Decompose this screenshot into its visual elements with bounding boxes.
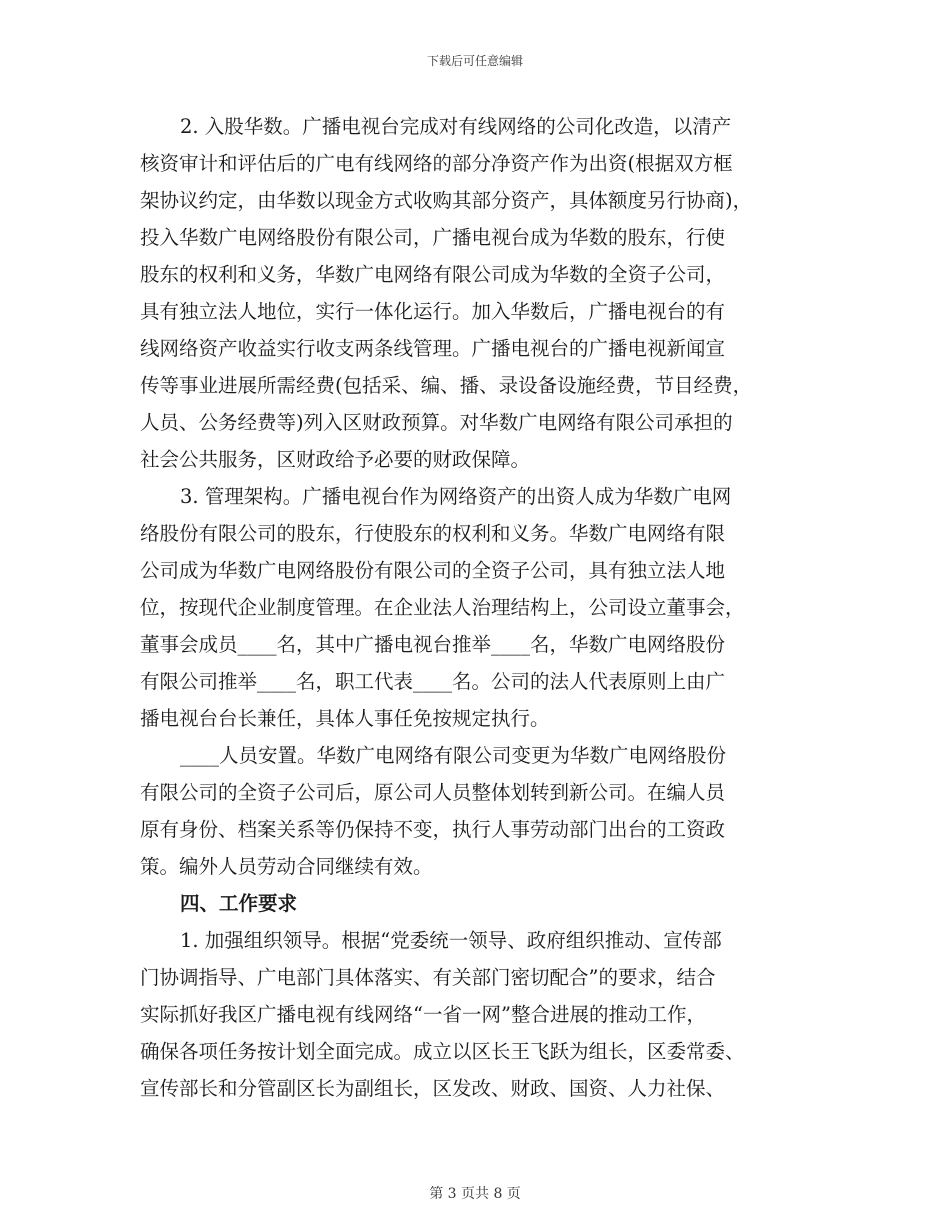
text-line: 位，按现代企业制度管理。在企业法人治理结构上，公司设立董事会， xyxy=(140,596,745,619)
text-line: 络股份有限公司的股东，行使股东的权利和义务。华数广电网络有限 xyxy=(140,522,726,545)
paragraph-leadership xyxy=(140,922,820,1107)
text-line: 人员、公务经费等)列入区财政预算。对华数广电网络有限公司承担的 xyxy=(140,411,733,434)
text-line: 原有身份、档案关系等仍保持不变，执行人事劳动部门出台的工资政 xyxy=(140,818,726,841)
section-heading-text: 四、工作要求 xyxy=(180,892,298,915)
text-line: 传等事业进展所需经费(包括采、编、播、录设备设施经费，节目经费， xyxy=(140,374,753,397)
text-line: 1. 加强组织领导。根据“党委统一领导、政府组织推动、宣传部 xyxy=(180,929,722,952)
text-line: 有限公司的全资子公司后，原公司人员整体划转到新公司。在编人员 xyxy=(140,781,726,804)
text-line: ____人员安置。华数广电网络有限公司变更为华数广电网络股份 xyxy=(180,744,727,767)
text-line: 策。编外人员劳动合同继续有效。 xyxy=(140,855,433,878)
text-line: 投入华数广电网络股份有限公司，广播电视台成为华数的股东，行使 xyxy=(140,226,726,249)
text-line: 门协调指导、广电部门具体落实、有关部门密切配合”的要求，结合 xyxy=(140,966,716,989)
section-heading xyxy=(140,885,820,922)
page-header: 下载后可任意编辑 xyxy=(426,54,523,68)
text-line: 宣传部长和分管副区长为副组长，区发改、财政、国资、人力社保、 xyxy=(140,1077,726,1100)
text-line: 2. 入股华数。广播电视台完成对有线网络的公司化改造，以清产 xyxy=(180,115,732,138)
paragraph-personnel xyxy=(140,737,820,885)
text-line: 播电视台台长兼任，具体人事任免按规定执行。 xyxy=(140,707,550,730)
text-line: 社会公共服务，区财政给予必要的财政保障。 xyxy=(140,448,531,471)
paragraph-management xyxy=(140,478,820,737)
text-line: 股东的权利和义务，华数广电网络有限公司成为华数的全资子公司， xyxy=(140,263,726,286)
text-line: 线网络资产收益实行收支两条线管理。广播电视台的广播电视新闻宣 xyxy=(140,337,726,360)
text-line: 确保各项任务按计划全面完成。成立以区长王飞跃为组长，区委常委、 xyxy=(140,1040,745,1063)
text-line: 公司成为华数广电网络股份有限公司的全资子公司，具有独立法人地 xyxy=(140,559,726,582)
text-line: 3. 管理架构。广播电视台作为网络资产的出资人成为华数广电网 xyxy=(180,485,732,508)
paragraph-investment xyxy=(140,108,820,478)
text-line: 董事会成员____名，其中广播电视台推举____名，华数广电网络股份 xyxy=(140,633,726,656)
page-number: 第 3 页共 8 页 xyxy=(429,1186,521,1202)
text-line: 实际抓好我区广播电视有线网络“一省一网”整合进展的推动工作， xyxy=(140,1003,706,1026)
text-line: 核资审计和评估后的广电有线网络的部分净资产作为出资(根据双方框 xyxy=(140,152,733,175)
text-line: 有限公司推举____名，职工代表____名。公司的法人代表原则上由广 xyxy=(140,670,726,693)
text-line: 具有独立法人地位，实行一体化运行。加入华数后，广播电视台的有 xyxy=(140,300,726,323)
document-body xyxy=(140,108,820,1107)
text-line: 架协议约定，由华数以现金方式收购其部分资产，具体额度另行协商)， xyxy=(140,189,753,212)
